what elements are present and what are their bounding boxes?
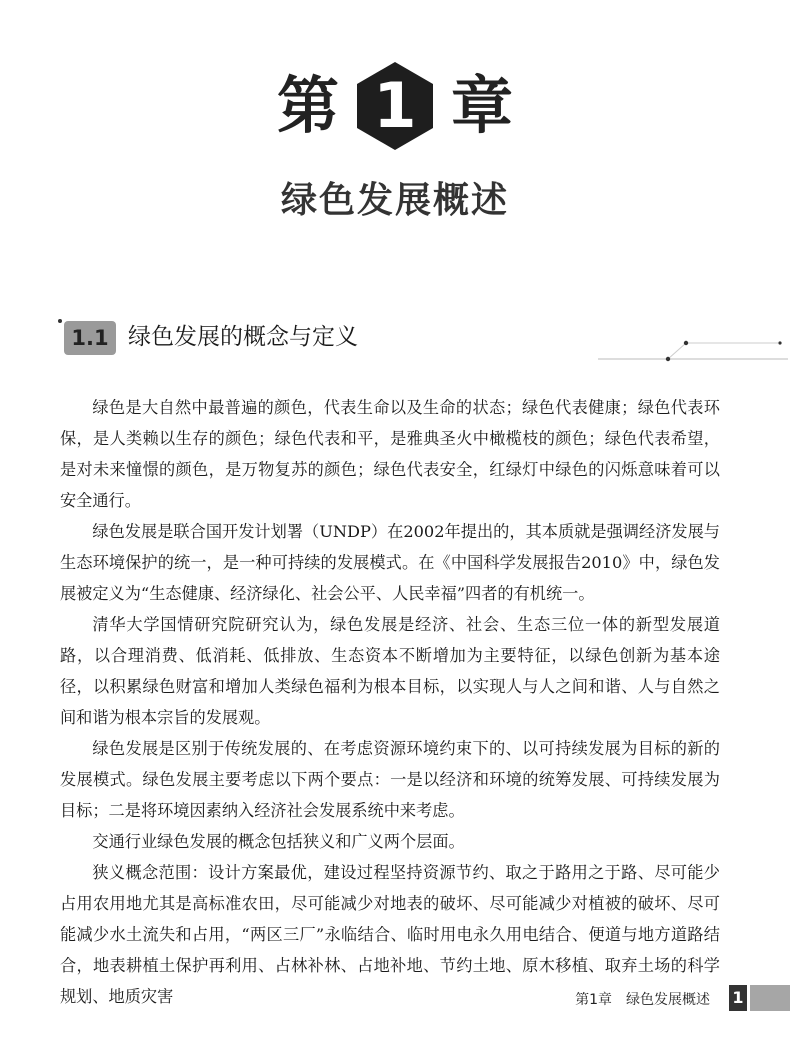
section-dot-icon [58, 319, 62, 323]
section-heading [58, 315, 738, 365]
footer-chapter-title: 绿色发展概述 [626, 992, 710, 1008]
body-text [60, 392, 720, 1012]
paragraph: 清华大学国情研究院研究认为，绿色发展是经济、社会、生态三位一体的新型发展道路，以合理消费、低消耗、低排放、生态资本不断增加为主要特征，以绿色创新为基本途径，以积累绿色财富和增加人类绿色福利为根本目标，以实现人与人之间和谐、人与自然之间和谐为根本宗旨的发展观。 [60, 615, 720, 727]
paragraph: 交通行业绿色发展的概念包括狭义和广义两个层面。 [92, 832, 465, 851]
page-footer [0, 985, 790, 1015]
footer-chapter-label: 第1章 [575, 992, 612, 1008]
section-number: 1.1 [64, 321, 116, 355]
running-footer [575, 989, 710, 1009]
section-title: 绿色发展的概念与定义 [128, 324, 358, 350]
page-edge-bar [750, 985, 790, 1011]
decorative-line-icon [598, 325, 788, 365]
paragraph: 狭义概念范围：设计方案最优，建设过程坚持资源节约、取之于路用之于路、尽可能少占用农用地尤其是高标准农田，尽可能减少对地表的破坏、尽可能减少对植被的破坏、尽可能减少水土流失和占用，“两区三厂”永临结合、临时用电永久用电结合、便道与地方道路结合，地表耕植土保护再利用、占林补林、占地补地、节约土地、原木移植、取弃土场的科学规划、地质灾害 [60, 863, 720, 1006]
chapter-heading [0, 60, 790, 223]
page-number: 1 [729, 985, 747, 1011]
chapter-title: 绿色发展概述 [280, 180, 509, 221]
paragraph: 绿色是大自然中最普遍的颜色，代表生命以及生命的状态；绿色代表健康；绿色代表环保，是人类赖以生存的颜色；绿色代表和平，是雅典圣火中橄榄枝的颜色；绿色代表希望，是对未来憧憬的颜色，是万物复苏的颜色；绿色代表安全，红绿灯中绿色的闪烁意味着可以安全通行。 [60, 398, 720, 510]
chapter-number-line [0, 60, 790, 152]
chapter-suffix: 章 [451, 69, 514, 142]
chapter-prefix: 第 [276, 69, 339, 142]
paragraph: 绿色发展是联合国开发计划署（UNDP）在2002年提出的，其本质就是强调经济发展与生态环境保护的统一，是一种可持续的发展模式。在《中国科学发展报告2010》中，绿色发展被定义为“生态健康、经济绿化、社会公平、人民幸福”四者的有机统一。 [60, 522, 720, 603]
chapter-number: 1 [373, 69, 417, 142]
chapter-number-badge [355, 60, 435, 152]
paragraph: 绿色发展是区别于传统发展的、在考虑资源环境约束下的、以可持续发展为目标的新的发展模式。绿色发展主要考虑以下两个要点：一是以经济和环境的统筹发展、可持续发展为目标；二是将环境因素纳入经济社会发展系统中来考虑。 [60, 739, 720, 820]
